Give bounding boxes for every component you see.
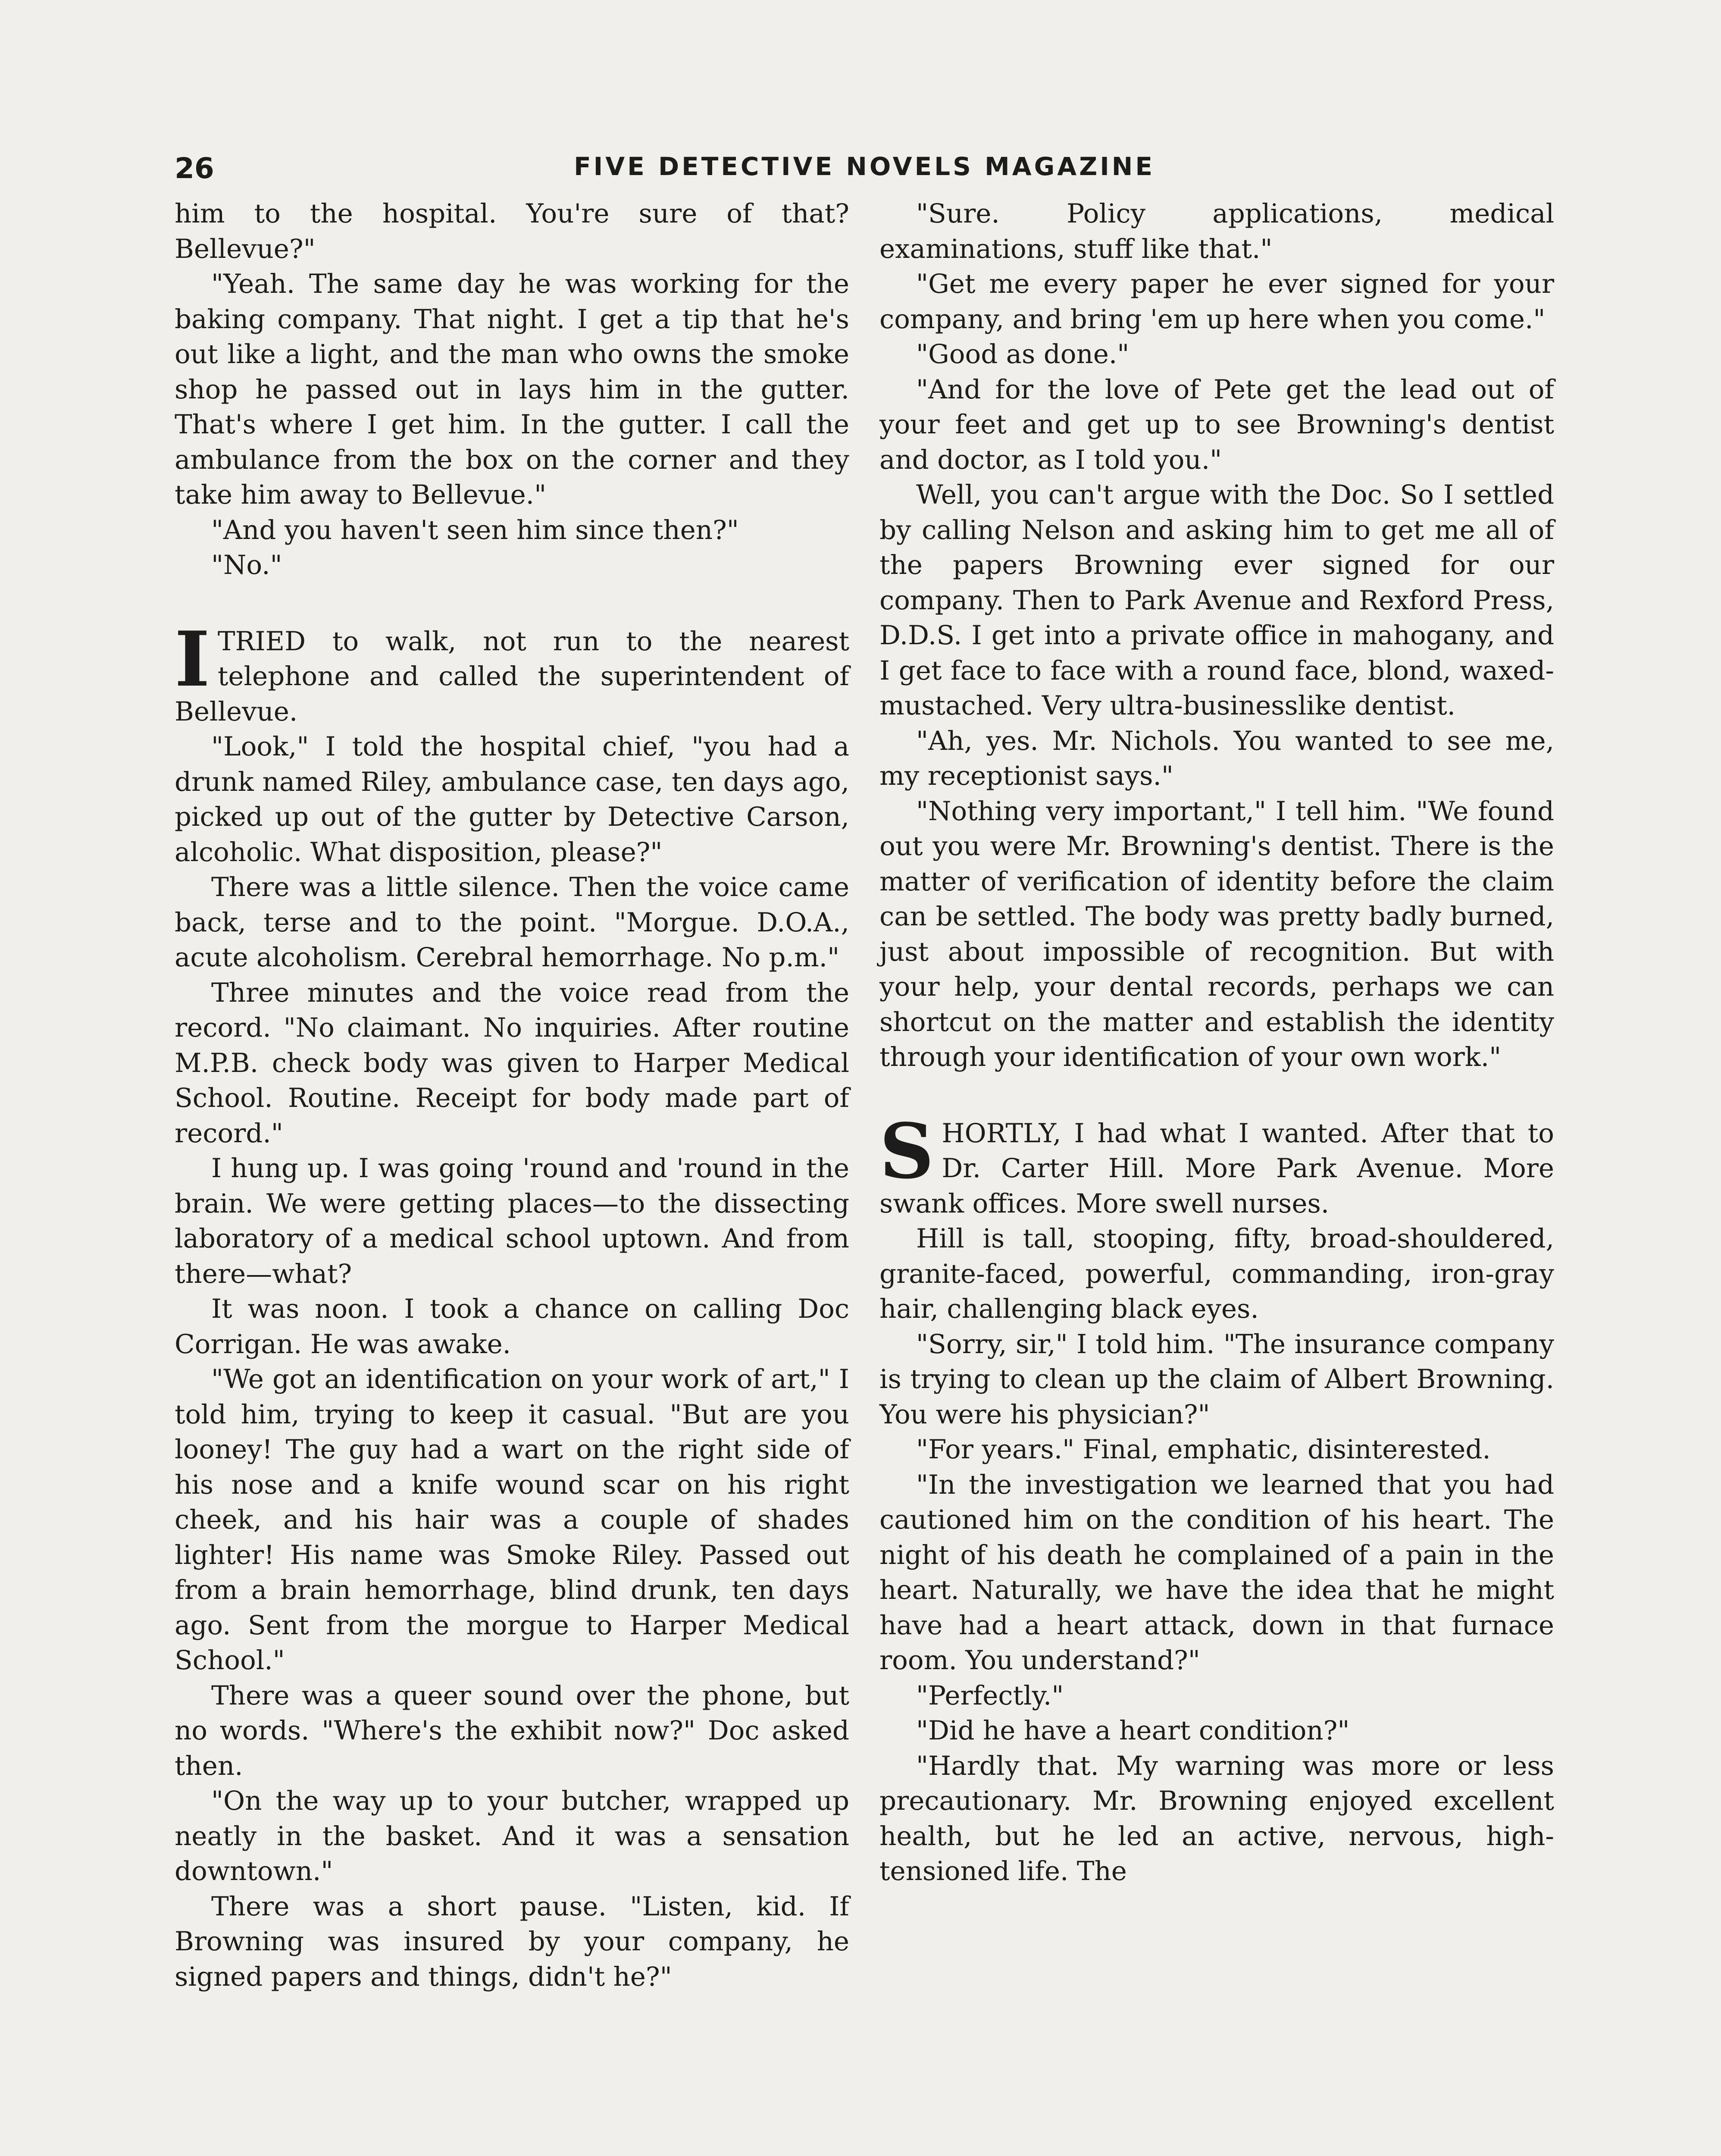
- paragraph: There was a little silence. Then the voice came back, terse and to the point. "Morgue. D.O.A., acute alcoholism. Cerebral hemorrhage. No p.m.": [175, 872, 849, 973]
- paragraph-text: TRIED to walk, not run to the nearest telephone and called the superintendent of Bellevue.: [175, 626, 849, 727]
- paragraph: "No.": [211, 550, 282, 580]
- paragraph: "And you haven't seen him since then?": [211, 514, 739, 545]
- paragraph: him to the hospital. You're sure of that? Bellevue?": [175, 198, 849, 264]
- paragraph: "For years." Final, emphatic, disinterested.: [916, 1434, 1491, 1465]
- paragraph: "Yeah. The same day he was working for the baking company. That night. I get a tip that he's out like a light, and the man who owns the smoke shop he passed out in lays him in the gutter. That's where I get him. In the gutter. I call the ambulance from the box on the corner and they take him away to Bellevue.": [175, 269, 849, 510]
- drop-cap-letter: S: [879, 1107, 934, 1196]
- paragraph: "Sure. Policy applications, medical examinations, stuff like that.": [879, 198, 1554, 264]
- paragraph: "Ah, yes. Mr. Nichols. You wanted to see me, my receptionist says.": [879, 725, 1554, 791]
- paragraph: There was a queer sound over the phone, but no words. "Where's the exhibit now?" Doc asked then.: [175, 1680, 849, 1781]
- paragraph: "Good as done.": [916, 339, 1130, 370]
- paragraph: "Did he have a heart condition?": [916, 1715, 1350, 1746]
- paragraph-text: HORTLY, I had what I wanted. After that to Dr. Carter Hill. More Park Avenue. More swank offices. More swell nurses.: [879, 1118, 1554, 1219]
- page-header: [175, 152, 1554, 193]
- paragraph: Well, you can't argue with the Doc. So I settled by calling Nelson and asking him to get me all of the papers Browning ever signed for our company. Then to Park Avenue and Rexford Press, D.D.S. I get into a private office in mahogany, and I get face to face with a round face, blond, waxed-mustached. Very ultra-businesslike dentist.: [879, 479, 1554, 721]
- paragraph: "Nothing very important," I tell him. "We found out you were Mr. Browning's dentist. There is the matter of verification of identity before the claim can be settled. The body was pretty badly burned, just about impossible of recognition. But with your help, your dental records, perhaps we can shortcut on the matter and establish the identity through your identification of your own work.": [879, 796, 1554, 1072]
- paragraph: "We got an identification on your work of art," I told him, trying to keep it casual. "But are you looney! The guy had a wart on the right side of his nose and a knife wound scar on his right cheek, and his hair was a couple of shades lighter! His name was Smoke Riley. Passed out from a brain hemorrhage, blind drunk, ten days ago. Sent from the morgue to Harper Medical School.": [175, 1364, 849, 1676]
- running-head: FIVE DETECTIVE NOVELS MAGAZINE: [574, 152, 1155, 181]
- paragraph: Hill is tall, stooping, fifty, broad-shouldered, granite-faced, powerful, commanding, iron-gray hair, challenging black eyes.: [879, 1223, 1554, 1324]
- drop-cap-paragraph: [175, 615, 849, 730]
- left-column: [175, 196, 849, 1994]
- drop-cap-letter: I: [175, 615, 210, 704]
- paragraph: Three minutes and the voice read from the record. "No claimant. No inquiries. After routine M.P.B. check body was given to Harper Medical School. Routine. Receipt for body made part of record.": [175, 977, 849, 1149]
- paragraph: There was a short pause. "Listen, kid. If Browning was insured by your company, he signed papers and things, didn't he?": [175, 1891, 849, 1992]
- paragraph: "Perfectly.": [916, 1680, 1064, 1711]
- paragraph: It was noon. I took a chance on calling Doc Corrigan. He was awake.: [175, 1294, 849, 1360]
- paragraph: "Hardly that. My warning was more or less precautionary. Mr. Browning enjoyed excellent health, but he led an active, nervous, high-tensioned life. The: [879, 1750, 1554, 1887]
- paragraph: "And for the love of Pete get the lead out of your feet and get up to see Browning's dentist and doctor, as I told you.": [879, 374, 1554, 475]
- paragraph: "Look," I told the hospital chief, "you had a drunk named Riley, ambulance case, ten days ago, picked up out of the gutter by Detective Carson, alcoholic. What disposition, please?": [175, 731, 849, 868]
- paragraph: "Get me every paper he ever signed for your company, and bring 'em up here when you come.": [879, 269, 1554, 335]
- paragraph: "In the investigation we learned that you had cautioned him on the condition of his heart. The night of his death he complained of a pain in the heart. Naturally, we have the idea that he might have had a heart attack, down in that furnace room. You understand?": [879, 1469, 1554, 1676]
- paragraph: "Sorry, sir," I told him. "The insurance company is trying to clean up the claim of Albert Browning. You were his physician?": [879, 1329, 1554, 1430]
- page-number: 26: [175, 152, 214, 185]
- paragraph: "On the way up to your butcher, wrapped up neatly in the basket. And it was a sensation downtown.": [175, 1786, 849, 1887]
- drop-cap-paragraph: [879, 1107, 1554, 1222]
- right-column: [879, 196, 1554, 1889]
- paragraph: I hung up. I was going 'round and 'round in the brain. We were getting places—to the dissecting laboratory of a medical school uptown. And from there—what?: [175, 1153, 849, 1289]
